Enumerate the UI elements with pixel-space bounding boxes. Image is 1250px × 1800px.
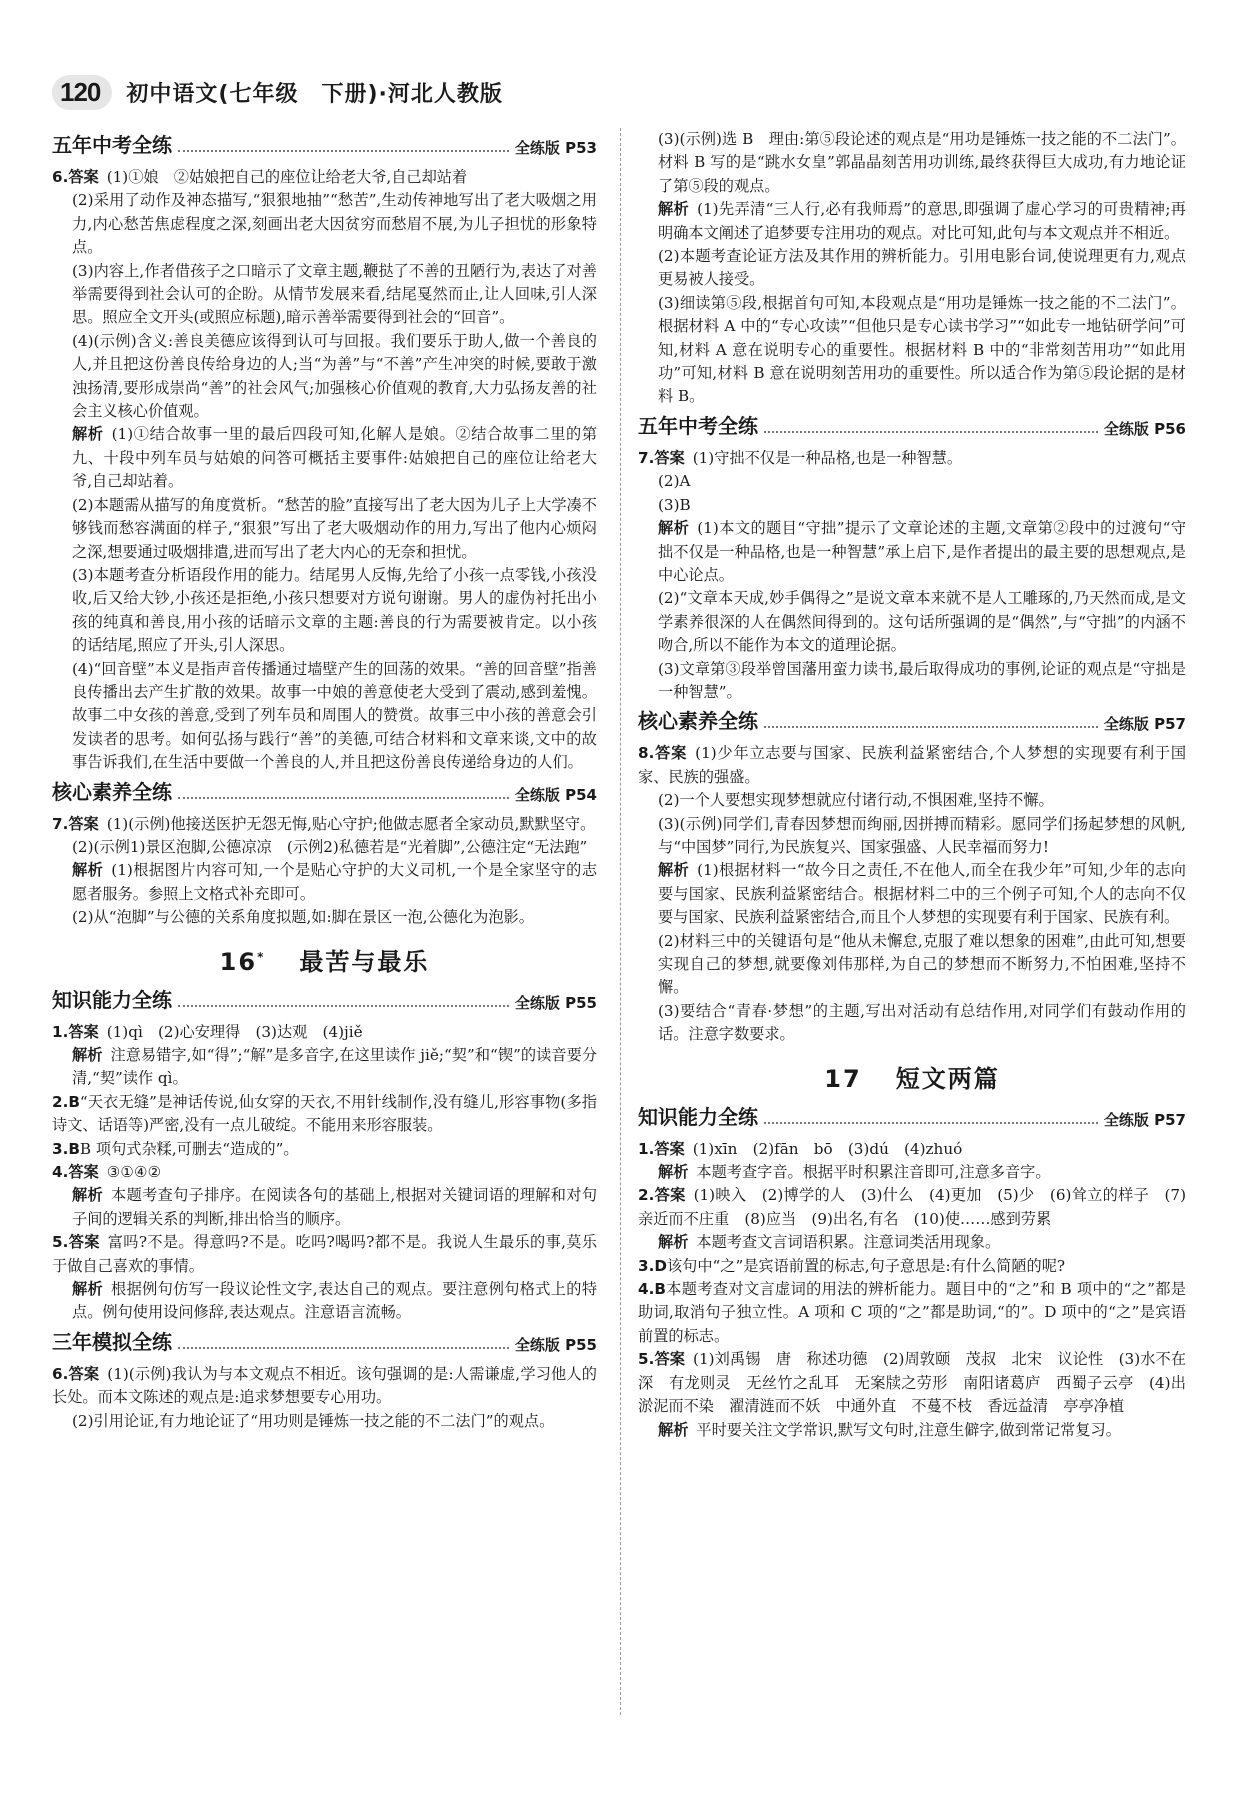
answer-text: 本题考查对文言虚词的用法的辨析能力。题目中的“之”和 B 项中的“之”都是助词,取消句子独立性。A 项和 C 项的“之”都是助词,“的”。D 项中的“之”是宾语前置的标志。 [638,1280,1186,1345]
question-number: 2. [638,1186,655,1205]
lesson-title: 短文两篇 [895,1064,1000,1093]
answer-paragraph [52,1410,597,1433]
answer-tag: 解析 [658,1233,689,1252]
answer-tag: 解析 [72,1280,104,1299]
question-number: 1. [638,1139,655,1158]
lesson-number: 17 [824,1064,862,1093]
right-column [638,128,1186,1720]
answer-paragraph [52,1021,597,1044]
answer-paragraph [638,128,1186,198]
answer-paragraph [638,1161,1186,1184]
answer-paragraph [638,447,1186,470]
question-number: 3.D [638,1256,667,1275]
answer-text: 根据例句仿写一段议论性文字,表达自己的观点。要注意例句格式上的特点。例句使用设问修辞,表达观点。注意语言流畅。 [72,1280,597,1322]
answer-tag: 解析 [72,1186,104,1205]
answer-paragraph [52,906,597,929]
left-column [52,128,597,1720]
answer-paragraph [638,1000,1186,1047]
answer-paragraph [638,494,1186,517]
answer-paragraph [52,1184,597,1231]
section-page-ref: 全练版 P56 [1103,419,1186,438]
answer-text: B 项句式杂糅,可删去“造成的”。 [79,1139,299,1158]
section-page-ref: 全练版 P54 [514,785,597,804]
answer-text: (2)A [658,472,691,491]
answer-text: (2)“文章本天成,妙手偶得之”是说文章本来就不是人工雕琢的,乃天然而成,是文学素养很深的人在偶然间得到的。这句话所强调的是“偶然”,与“守拙”的内涵不吻合,所以不能作为本文的道理论据。 [658,589,1186,655]
answer-tag: 答案 [654,1186,686,1205]
answer-tag: 解析 [658,861,690,880]
lesson-heading [638,1059,1186,1094]
answer-tag: 答案 [654,744,688,763]
section-title: 三年模拟全练 [52,1329,172,1354]
column-divider [620,128,621,1715]
answer-tag: 答案 [68,1022,99,1041]
answer-text: (4)“回音壁”本义是指声音传播通过墙壁产生的回荡的效果。“善的回音壁”指善良传播出去产生扩散的效果。故事一中娘的善意使老大受到了震动,感到羞愧。故事二中女孩的善意,受到了列车员和周围人的赞赏。故事三中小孩的善意会引发读者的思考。如何弘扬与践行“善”的美德,可结合材料和文章来谈,文中的故事告诉我们,在生活中要做一个善良的人,并且把这份善良传递给身边的人们。 [72,659,597,772]
answer-paragraph [638,789,1186,812]
lesson-mark: * [257,949,266,964]
answer-text: 本题考查文言词语积累。注意词类活用现象。 [696,1233,1001,1252]
answer-text: (1)本文的题目“守拙”提示了文章论述的主题,文章第②段中的过渡句“守拙不仅是一种品格,也是一种智慧”承上启下,是作者提出的最主要的思想观点,是中心论点。 [658,519,1186,584]
answer-text: 平时要关注文学常识,默写文句时,注意生僻字,做到常记常复习。 [696,1420,1121,1439]
answer-text: (3)细读第⑤段,根据首句可知,本段观点是“用功是锤炼一技之能的不二法门”。根据材料 A 中的“专心攻读”“但他只是专心读书学习”“如此专一地钻研学问”可知,材料 A 意在说明专心的重要性。根据材料 B 中的“非常刻苦用功”“如此用功”可知,材料 B 意在说明刻苦用功的重要性。所以适合作为第⑤段论据的是材料 B。 [658,293,1186,406]
answer-text: (1)xīn (2)fān bō (3)dú (4)zhuó [692,1139,963,1158]
answer-text: (2)本题考查论证方法及其作用的辨析能力。引用电影台词,使说理更有力,观点更易被人接受。 [658,247,1186,289]
answer-tag: 解析 [72,861,104,880]
answer-paragraph [52,330,597,424]
answer-paragraph [638,245,1186,292]
answer-text: “天衣无缝”是神话传说,仙女穿的天衣,不用针线制作,没有缝儿,形容事物(多指诗文、话语等)严密,没有一点儿破绽。不能用来形容服装。 [52,1092,597,1135]
answer-tag: 答案 [654,448,685,467]
section-leader-dots [764,1122,1098,1124]
section-page-ref: 全练版 P55 [514,1335,597,1354]
section-title: 五年中考全练 [638,413,758,438]
section-header [52,132,597,158]
answer-paragraph [638,1419,1186,1442]
answer-tag: 解析 [658,1420,689,1439]
answer-text: ③①④② [106,1163,162,1182]
answer-paragraph [52,260,597,330]
question-number: 1. [52,1022,69,1041]
answer-text: (1)根据材料一“故今日之责任,不在他人,而全在我少年”可知,少年的志向要与国家、民族利益紧密结合。根据材料二中的三个例子可知,个人的志向不仅要与国家、民族利益紧密结合,而且个人梦想的实现要有利于国家、民族有利。 [658,861,1186,927]
answer-tag: 解析 [72,1046,103,1064]
answer-paragraph [638,1255,1186,1278]
answer-text: (1)①娘 ②姑娘把自己的座位让给老大爷,自己却站着 [106,168,468,186]
answer-paragraph [52,1231,597,1278]
answer-paragraph [52,1278,597,1325]
answer-paragraph [638,930,1186,1000]
answer-tag: 解析 [72,425,104,444]
answer-paragraph [638,292,1186,409]
section-page-ref: 全练版 P57 [1103,1110,1186,1129]
section-title: 核心素养全练 [638,709,758,734]
answer-tag: 答案 [654,1350,686,1369]
answer-text: (2)采用了动作及神态描写,“狠狠地抽”“愁苦”,生动传神地写出了老大吸烟之用力,内心愁苦焦虑程度之深,刻画出老大因贫穷而愁眉不展,为儿子担忧的形象特点。 [72,191,597,257]
lesson-number: 16 [219,947,258,976]
section-leader-dots [764,726,1098,728]
answer-tag: 答案 [68,1233,100,1252]
answer-paragraph [638,658,1186,705]
answer-paragraph [52,813,597,836]
section-page-ref: 全练版 P57 [1103,715,1186,734]
answer-text: (2)本题需从描写的角度赏析。“愁苦的脸”直接写出了老大因为儿子上大学凑不够钱而愁容满面的样子,“狠狠”写出了老大吸烟动作的用力,写出了他内心烦闷之深,想要通过吸烟排遣,进而写出了老大内心的无奈和担忧。 [72,495,597,561]
answer-tag: 解析 [658,200,690,219]
answer-paragraph [638,198,1186,245]
answer-text: (3)(示例)同学们,青春因梦想而绚丽,因拼搏而精彩。愿同学们扬起梦想的风帆,与“中国梦”同行,为民族复兴、国家强盛、人民幸福而努力! [658,814,1186,856]
answer-paragraph [52,1138,597,1161]
section-title: 知识能力全练 [52,987,172,1012]
answer-text: (4)(示例)含义:善良美德应该得到认可与回报。我们要乐于助人,做一个善良的人,并且把这份善良传给身边的人;当“为善”与“不善”产生冲突的时候,要敢于激浊扬清,要形成崇尚“善”的社会风气;加强核心价值观的教育,大力弘扬友善的社会主义核心价值观。 [72,331,597,421]
answer-paragraph [52,859,597,906]
answer-text: (2)(示例1)景区泡脚,公德凉凉 (示例2)私德若是“光着脚”,公德注定“无法跑” [72,837,588,856]
lesson-title: 最苦与最乐 [299,947,430,976]
answer-text: (2)一个人要想实现梦想就应付诸行动,不惧困难,坚持不懈。 [658,791,1054,810]
lesson-heading [52,942,597,977]
question-number: 5. [52,1233,69,1252]
section-header [52,1329,597,1355]
answer-paragraph [52,1363,597,1410]
answer-paragraph [638,587,1186,657]
answer-text: (2)从“泡脚”与公德的关系角度拟题,如:脚在景区一泡,公德化为泡影。 [72,908,534,927]
answer-paragraph [638,1231,1186,1254]
answer-text: 注意易错字,如“得”;“解”是多音字,在这里读作 jiě;“契”和“锲”的读音要分清,“契”读作 qì。 [72,1046,597,1088]
answer-paragraph [638,1348,1186,1418]
answer-tag: 答案 [654,1139,685,1158]
section-page-ref: 全练版 P53 [514,139,597,157]
answer-paragraph [52,494,597,564]
answer-text: (1)刘禹锡 唐 称述功德 (2)周敦颐 茂叔 北宋 议论性 (3)水不在深 有龙则灵 无丝竹之乱耳 无案牍之劳形 南阳诸葛庐 西蜀子云亭 (4)出淤泥而不染 濯清涟而不妖 中通外直 不蔓不枝 香远益清 亭亭净植 [638,1350,1186,1416]
answer-text: (1)①结合故事一里的最后四段可知,化解人是娘。②结合故事二里的第九、十段中列车员与姑娘的问答可概括主要事件:姑娘把自己的座位让给老大爷,自己却站着。 [72,425,597,491]
answer-paragraph [638,859,1186,929]
answer-paragraph [52,658,597,775]
section-header [638,1104,1186,1130]
answer-paragraph [638,470,1186,493]
answer-paragraph [638,1138,1186,1161]
answer-paragraph [52,423,597,493]
answer-tag: 解析 [658,1163,689,1182]
section-leader-dots [178,1347,509,1349]
answer-text: (1)守拙不仅是一种品格,也是一种智慧。 [692,448,963,467]
answer-tag: 答案 [68,1163,99,1182]
section-leader-dots [178,150,509,152]
section-title: 知识能力全练 [638,1104,758,1129]
book-title: 初中语文(七年级 下册)·河北人教版 [126,81,503,107]
answer-paragraph [638,1184,1186,1231]
question-number: 2.B [52,1092,80,1111]
answer-text: 该句中“之”是宾语前置的标志,句子意思是:有什么简陋的呢? [666,1256,1066,1275]
answer-text: (3)要结合“青春·梦想”的主题,写出对活动有总结作用,对同学们有鼓动作用的话。注意字数要求。 [658,1001,1186,1044]
answer-text: (1)少年立志要与国家、民族利益紧密结合,个人梦想的实现要有利于国家、民族的强盛。 [638,744,1186,786]
answer-text: (1)(示例)他接送医护无怨无悔,贴心守护;他做志愿者全家动员,默默坚守。 [106,814,596,833]
answer-tag: 答案 [68,1364,100,1383]
answer-paragraph [52,189,597,259]
question-number: 4.B [638,1280,666,1299]
answer-paragraph [638,1278,1186,1348]
answer-paragraph [52,166,597,189]
answer-tag: 解析 [658,519,690,538]
question-number: 3.B [52,1139,80,1158]
question-number: 6. [52,1364,69,1383]
answer-paragraph [52,1161,597,1184]
answer-text: (1)(示例)我认为与本文观点不相近。该句强调的是:人需谦虚,学习他人的长处。而本文陈述的观点是:追求梦想要专心用功。 [52,1364,597,1407]
answer-text: (3)本题考查分析语段作用的能力。结尾男人反悔,先给了小孩一点零钱,小孩没收,后又给大钞,小孩还是拒绝,小孩只想要对方说句谢谢。男人的虚伪衬托出小孩的纯真和善良,用小孩的话暗示文章的主题:善良的行为需要被肯定。以小孩的话结尾,照应了开头,引人深思。 [72,565,597,655]
answer-tag: 答案 [68,168,99,186]
answer-text: 本题考查句子排序。在阅读各句的基础上,根据对关键词语的理解和对句子间的逻辑关系的判断,排出恰当的顺序。 [72,1186,597,1228]
section-leader-dots [178,797,509,799]
question-number: 4. [52,1163,69,1182]
answer-text: (3)B [658,495,691,514]
section-header [638,708,1186,734]
section-leader-dots [178,1005,509,1007]
section-page-ref: 全练版 P55 [514,993,597,1012]
answer-text: 富吗?不是。得意吗?不是。吃吗?喝吗?都不是。我说人生最乐的事,莫乐于做自己喜欢的事情。 [52,1233,597,1275]
section-title: 核心素养全练 [52,779,172,804]
question-number: 8. [638,744,655,763]
section-leader-dots [764,431,1098,433]
question-number: 5. [638,1350,655,1369]
answer-paragraph [638,517,1186,587]
answer-text: (1)根据图片内容可知,一个是贴心守护的大义司机,一个是全家坚守的志愿者服务。参照上文格式补充即可。 [72,861,597,903]
answer-text: (1)qì (2)心安理得 (3)达观 (4)jiě [106,1022,363,1041]
answer-text: (2)材料三中的关键语句是“他从未懈怠,克服了难以想象的困难”,由此可知,想要实现自己的梦想,就要像刘伟那样,为自己的梦想而不断努力,不怕困难,坚持不懈。 [658,931,1186,997]
section-header [52,779,597,805]
answer-paragraph [52,1091,597,1138]
answer-text: 本题考查字音。根据平时积累注音即可,注意多音字。 [696,1163,1051,1182]
answer-tag: 答案 [68,814,99,833]
answer-paragraph [638,813,1186,860]
answer-paragraph [638,742,1186,789]
question-number: 6. [52,168,69,186]
answer-paragraph [52,836,597,859]
answer-text: (1)先弄清“三人行,必有我师焉”的意思,即强调了虚心学习的可贵精神;再明确本文阐述了追梦要专注用功的观点。对比可知,此句与本文观点并不相近。 [658,200,1186,242]
section-header [52,987,597,1013]
answer-text: (3)文章第③段举曾国藩用蛮力读书,最后取得成功的事例,论证的观点是“守拙是一种智慧”。 [658,659,1186,701]
answer-text: (3)内容上,作者借孩子之口暗示了文章主题,鞭挞了不善的丑陋行为,表达了对善举需要得到社会认可的企盼。从情节发展来看,结尾戛然而止,让人回味,引人深思。照应全文开头(或照应标题),暗示善举需要得到社会的“回音”。 [72,261,597,327]
question-number: 7. [52,814,69,833]
section-header [638,413,1186,439]
page-header [52,70,1202,114]
answer-text: (2)引用论证,有力地论证了“用功则是锤炼一技之能的不二法门”的观点。 [72,1411,555,1430]
question-number: 7. [638,448,655,467]
answer-text: (1)映入 (2)博学的人 (3)什么 (4)更加 (5)少 (6)耸立的样子 (7)亲近而不庄重 (8)应当 (9)出名,有名 (10)使……感到劳累 [638,1186,1186,1228]
page-number: 120 [52,75,112,110]
answer-text: (3)(示例)选 B 理由:第⑤段论述的观点是“用功是锤炼一技之能的不二法门”。材料 B 写的是“跳水女皇”郭晶晶刻苦用功训练,最终获得巨大成功,有力地论证了第⑤段的观点。 [658,130,1186,195]
answer-paragraph [52,564,597,658]
answer-paragraph [52,1044,597,1091]
section-title: 五年中考全练 [52,133,172,157]
